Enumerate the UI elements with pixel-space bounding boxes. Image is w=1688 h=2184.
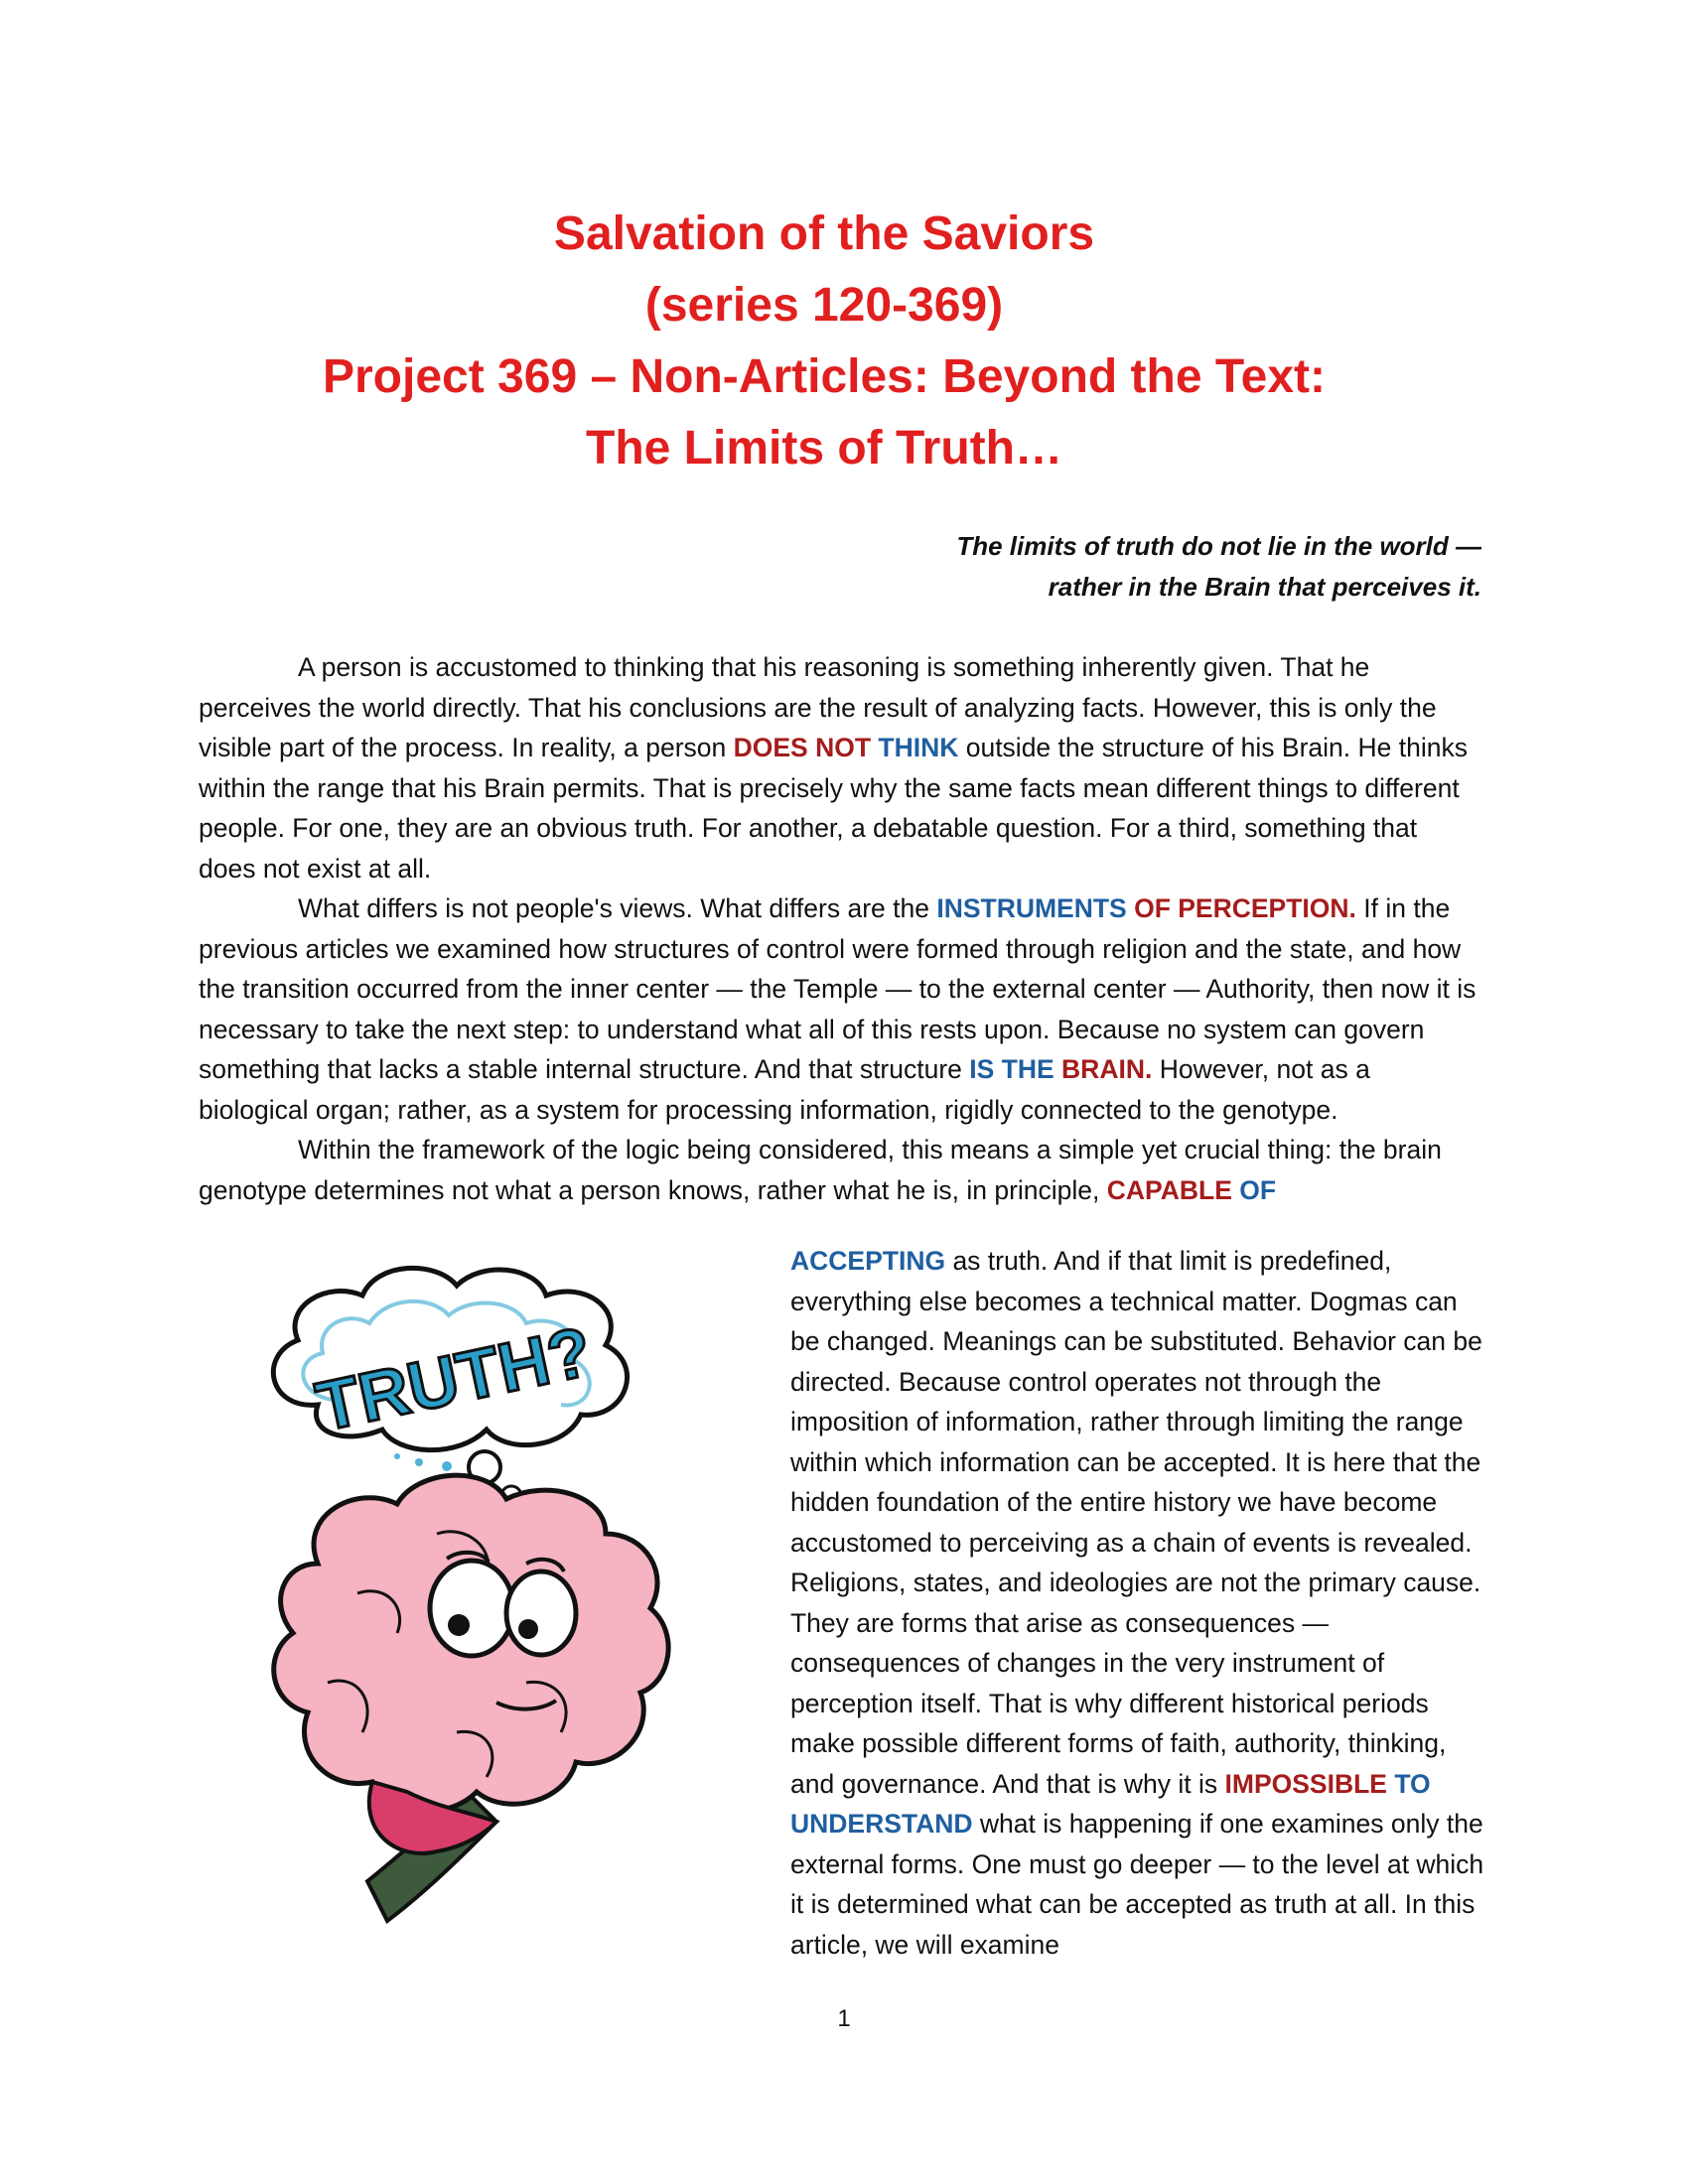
paragraph-text: what is happening if one examines only the external forms. One must go deeper — to the level at which it is determined what can be accepted as truth at all. In this article, we will examine (790, 1809, 1484, 1960)
epigraph (956, 526, 1481, 608)
highlight-blue: OF (1239, 1174, 1277, 1205)
page-number: 1 (837, 2005, 851, 2032)
epigraph-line-2: rather in the Brain that perceives it. (1048, 572, 1481, 602)
paragraph-1 (199, 647, 1479, 888)
highlight-blue: THINK (878, 733, 959, 762)
paragraph-3 (199, 1130, 1479, 1210)
document-title (0, 199, 1648, 484)
highlight-blue: ACCEPTING (790, 1246, 946, 1276)
highlight-red: DOES NOT (733, 733, 872, 762)
wrapped-paragraph (790, 1241, 1485, 1965)
paragraph-text: However, not as a biological organ; rather, as a system for processing information, rigidly connected to the genotype. (199, 1054, 1370, 1125)
body-text (199, 647, 1479, 1210)
highlight-red: OF PERCEPTION. (1134, 893, 1356, 923)
title-line-1: Salvation of the Saviors (553, 207, 1095, 260)
epigraph-line-1: The limits of truth do not lie in the world — (956, 531, 1481, 561)
paragraph-text: If in the previous articles we examined how structures of control were formed through religion and the state, and how the transition occurred from the inner center — the Temple — to the external center — Authority, then now it is necessary to take the next step: to understand what all of this rests upon. Because no system can govern something that lacks a stable internal structure. And that structure (199, 893, 1477, 1084)
highlight-red: CAPABLE (1106, 1174, 1232, 1205)
highlight-red: BRAIN. (1061, 1054, 1153, 1084)
highlight-red: IMPOSSIBLE (1224, 1768, 1387, 1799)
highlight-blue: TO UNDERSTAND (790, 1768, 1431, 1839)
title-line-3: Project 369 – Non-Articles: Beyond the Text: (322, 350, 1326, 403)
paragraph-text: What differs is not people's views. What differs are the (298, 893, 937, 923)
highlight-blue: INSTRUMENTS (936, 893, 1127, 923)
highlight-blue: IS THE (969, 1054, 1055, 1084)
paragraph-text: A person is accustomed to thinking that his reasoning is something inherently given. That he perceives the world directly. That his conclusions are the result of analyzing facts. However, this is only the visible part of the process. In reality, a person (199, 652, 1437, 762)
paragraph-2 (199, 888, 1479, 1130)
paragraph-text: as truth. And if that limit is predefined, everything else becomes a technical matter. Dogmas can be changed. Meanings can be substituted. Behavior can be directed. Because control operates not through the imposition of information, rather through limiting the range within which information can be accepted. It is here that the hidden foundation of the entire history we have become accustomed to perceiving as a chain of events is revealed. Religions, states, and ideologies are not the primary cause. They are forms that arise as consequences — consequences of changes in the very instrument of perception itself. That is why different historical periods make possible different forms of faith, authority, thinking, and governance. And that is why it is (790, 1246, 1482, 1799)
title-line-4: The Limits of Truth… (586, 422, 1062, 475)
cartoon-brain-icon (274, 1475, 668, 1921)
bubble-text: TRUTH? (310, 1311, 599, 1446)
paragraph-text: outside the structure of his Brain. He thinks within the range that his Brain permits. That is precisely why the same facts mean different things to different people. For one, they are an obvious truth. For another, a debatable question. For a third, something that does not exist at all. (199, 733, 1468, 884)
title-line-2: (series 120-369) (644, 279, 1004, 332)
paragraph-text: Within the framework of the logic being considered, this means a simple yet crucial thing: the brain genotype determines not what a person knows, rather what he is, in principle, (199, 1135, 1442, 1205)
brain-illustration (199, 1236, 735, 1951)
